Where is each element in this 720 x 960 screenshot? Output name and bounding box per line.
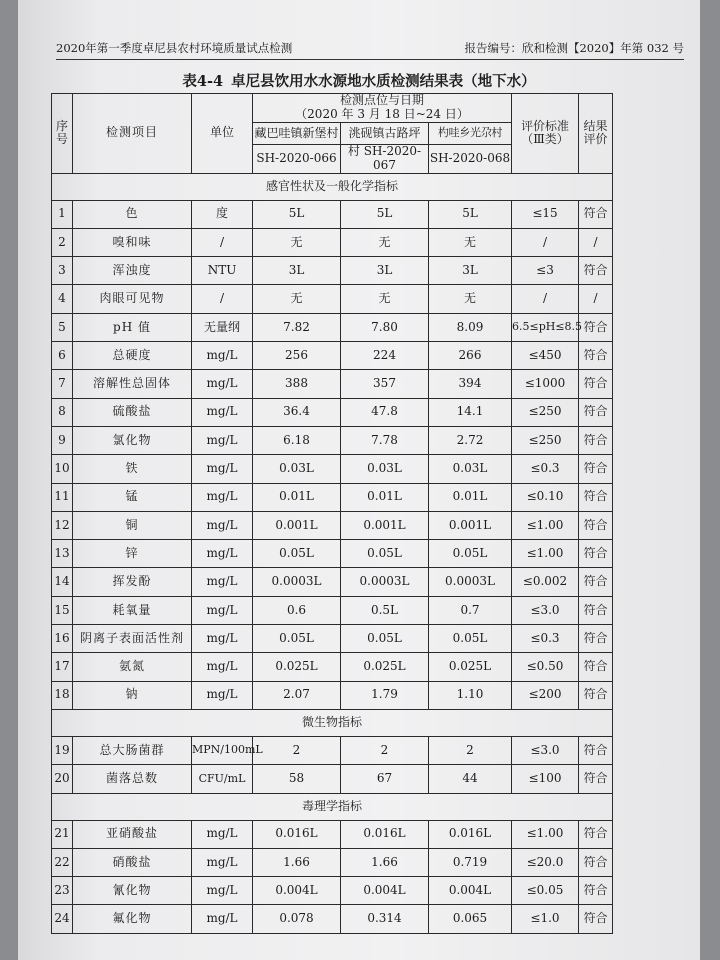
cell-v2: 67: [341, 765, 429, 793]
cell-res: 符合: [579, 568, 613, 596]
col-result: 结果评价: [579, 94, 613, 174]
cell-std: ≤15: [512, 200, 579, 228]
cell-res: 符合: [579, 200, 613, 228]
table-row: [52, 877, 613, 905]
cell-std: ≤0.50: [512, 653, 579, 681]
cell-no: 15: [52, 596, 73, 624]
col-seq: 序号: [52, 94, 73, 174]
cell-v3: 无: [429, 228, 512, 256]
cell-item: 铜: [73, 511, 192, 539]
point-2-code: 村 SH-2020-067: [341, 145, 429, 174]
table-number: 表4-4: [182, 73, 224, 90]
table-row: [52, 568, 613, 596]
cell-v2: 无: [341, 285, 429, 313]
cell-res: 符合: [579, 455, 613, 483]
cell-v3: 0.7: [429, 596, 512, 624]
table-row: [52, 540, 613, 568]
point-3-code: SH-2020-068: [429, 145, 512, 174]
cell-no: 13: [52, 540, 73, 568]
cell-v2: 7.78: [341, 426, 429, 454]
cell-no: 10: [52, 455, 73, 483]
cell-unit: mg/L: [192, 342, 253, 370]
cell-std: ≤1.00: [512, 540, 579, 568]
cell-v2: 1.79: [341, 681, 429, 709]
table-row: [52, 511, 613, 539]
table-row: [52, 426, 613, 454]
header-right: 报告编号：欣和检测【2020】年第 032 号: [464, 41, 684, 55]
cell-no: 14: [52, 568, 73, 596]
cell-item: 氰化物: [73, 877, 192, 905]
cell-res: 符合: [579, 483, 613, 511]
cell-v1: 0.05L: [253, 540, 341, 568]
cell-v1: 2.07: [253, 681, 341, 709]
cell-v3: 0.719: [429, 848, 512, 876]
cell-std: ≤0.10: [512, 483, 579, 511]
cell-unit: mg/L: [192, 681, 253, 709]
cell-std: ≤0.3: [512, 455, 579, 483]
cell-std: ≤0.3: [512, 625, 579, 653]
cell-v1: 0.016L: [253, 820, 341, 848]
cell-item: 总硬度: [73, 342, 192, 370]
cell-no: 22: [52, 848, 73, 876]
cell-v2: 0.0003L: [341, 568, 429, 596]
cell-res: 符合: [579, 596, 613, 624]
cell-unit: mg/L: [192, 511, 253, 539]
cell-v1: 7.82: [253, 313, 341, 341]
table-row: [52, 736, 613, 764]
point-1-code: SH-2020-066: [253, 145, 341, 174]
cell-no: 21: [52, 820, 73, 848]
cell-v1: 0.01L: [253, 483, 341, 511]
cell-item: 总大肠菌群: [73, 736, 192, 764]
cell-no: 11: [52, 483, 73, 511]
cell-v1: 36.4: [253, 398, 341, 426]
cell-v2: 1.66: [341, 848, 429, 876]
table-row: [52, 765, 613, 793]
cell-v2: 0.314: [341, 905, 429, 933]
cell-v3: 8.09: [429, 313, 512, 341]
cell-item: 硝酸盐: [73, 848, 192, 876]
cell-std: ≤250: [512, 398, 579, 426]
table-row: [52, 483, 613, 511]
cell-v3: 0.01L: [429, 483, 512, 511]
table-row: [52, 848, 613, 876]
cell-no: 1: [52, 200, 73, 228]
cell-v1: 无: [253, 228, 341, 256]
cell-std: ≤20.0: [512, 848, 579, 876]
point-2-name: 洮砚镇古路坪: [341, 123, 429, 145]
cell-std: ≤1.0: [512, 905, 579, 933]
cell-v2: 3L: [341, 257, 429, 285]
cell-item: 亚硝酸盐: [73, 820, 192, 848]
cell-std: ≤450: [512, 342, 579, 370]
cell-res: 符合: [579, 540, 613, 568]
cell-no: 6: [52, 342, 73, 370]
cell-item: 硫酸盐: [73, 398, 192, 426]
table-row: [52, 342, 613, 370]
point-1-name: 藏巴哇镇新堡村: [253, 123, 341, 145]
cell-item: 菌落总数: [73, 765, 192, 793]
cell-v1: 2: [253, 736, 341, 764]
cell-no: 20: [52, 765, 73, 793]
cell-unit: mg/L: [192, 905, 253, 933]
cell-std: 6.5≤pH≤8.5: [512, 313, 579, 341]
cell-v3: 0.016L: [429, 820, 512, 848]
cell-item: 阴离子表面活性剂: [73, 625, 192, 653]
col-item: 检测项目: [73, 94, 192, 174]
cell-v3: 无: [429, 285, 512, 313]
cell-v1: 0.001L: [253, 511, 341, 539]
cell-v2: 47.8: [341, 398, 429, 426]
table-row: [52, 625, 613, 653]
cell-v1: 0.025L: [253, 653, 341, 681]
cell-no: 23: [52, 877, 73, 905]
cell-v1: 0.0003L: [253, 568, 341, 596]
cell-std: /: [512, 285, 579, 313]
cell-res: /: [579, 228, 613, 256]
cell-std: ≤1000: [512, 370, 579, 398]
cell-v2: 0.025L: [341, 653, 429, 681]
cell-res: 符合: [579, 765, 613, 793]
section-toxicology: 毒理学指标: [52, 793, 613, 820]
cell-std: ≤0.05: [512, 877, 579, 905]
col-standard: 评价标准（Ⅲ类）: [512, 94, 579, 174]
cell-unit: mg/L: [192, 653, 253, 681]
cell-res: 符合: [579, 398, 613, 426]
section-sensory: 感官性状及一般化学指标: [52, 173, 613, 200]
cell-v2: 0.05L: [341, 625, 429, 653]
cell-v1: 0.078: [253, 905, 341, 933]
table-row: [52, 313, 613, 341]
cell-std: ≤3.0: [512, 736, 579, 764]
cell-item: 铁: [73, 455, 192, 483]
cell-unit: mg/L: [192, 540, 253, 568]
cell-v3: 2.72: [429, 426, 512, 454]
cell-v2: 2: [341, 736, 429, 764]
cell-unit: mg/L: [192, 877, 253, 905]
cell-item: 耗氧量: [73, 596, 192, 624]
col-points: 检测点位与日期 （2020 年 3 月 18 日~24 日）: [253, 94, 512, 123]
cell-no: 3: [52, 257, 73, 285]
cell-v2: 224: [341, 342, 429, 370]
cell-res: 符合: [579, 313, 613, 341]
table-row: [52, 905, 613, 933]
cell-std: ≤1.00: [512, 820, 579, 848]
cell-item: 挥发酚: [73, 568, 192, 596]
cell-v3: 0.05L: [429, 625, 512, 653]
table-row: [52, 285, 613, 313]
cell-v1: 无: [253, 285, 341, 313]
cell-item: 氟化物: [73, 905, 192, 933]
table-title-text: 卓尼县饮用水水源地水质检测结果表（地下水）: [231, 73, 536, 90]
cell-v1: 1.66: [253, 848, 341, 876]
cell-no: 16: [52, 625, 73, 653]
cell-v1: 0.03L: [253, 455, 341, 483]
cell-no: 8: [52, 398, 73, 426]
header-left: 2020年第一季度卓尼县农村环境质量试点检测: [56, 41, 293, 55]
cell-v3: 0.004L: [429, 877, 512, 905]
cell-no: 4: [52, 285, 73, 313]
cell-v3: 3L: [429, 257, 512, 285]
cell-v2: 0.03L: [341, 455, 429, 483]
cell-v3: 266: [429, 342, 512, 370]
cell-std: ≤1.00: [512, 511, 579, 539]
cell-item: 溶解性总固体: [73, 370, 192, 398]
cell-unit: mg/L: [192, 370, 253, 398]
table-row: [52, 820, 613, 848]
cell-v1: 388: [253, 370, 341, 398]
cell-no: 17: [52, 653, 73, 681]
cell-unit: 度: [192, 200, 253, 228]
cell-v1: 5L: [253, 200, 341, 228]
cell-v1: 3L: [253, 257, 341, 285]
cell-res: 符合: [579, 257, 613, 285]
cell-unit: NTU: [192, 257, 253, 285]
cell-res: 符合: [579, 653, 613, 681]
cell-res: 符合: [579, 820, 613, 848]
cell-v3: 0.025L: [429, 653, 512, 681]
table-row: [52, 257, 613, 285]
cell-res: 符合: [579, 905, 613, 933]
cell-v2: 0.01L: [341, 483, 429, 511]
cell-unit: mg/L: [192, 426, 253, 454]
cell-res: 符合: [579, 877, 613, 905]
cell-v2: 0.05L: [341, 540, 429, 568]
cell-item: 肉眼可见物: [73, 285, 192, 313]
cell-v1: 6.18: [253, 426, 341, 454]
section-microbial: 微生物指标: [52, 709, 613, 736]
cell-v1: 58: [253, 765, 341, 793]
cell-v3: 44: [429, 765, 512, 793]
cell-no: 19: [52, 736, 73, 764]
cell-unit: CFU/mL: [192, 765, 253, 793]
cell-item: 氨氮: [73, 653, 192, 681]
cell-v2: 0.5L: [341, 596, 429, 624]
table-title: [18, 70, 700, 91]
cell-v3: 1.10: [429, 681, 512, 709]
cell-unit: MPN/100mL: [192, 736, 253, 764]
table-row: [52, 398, 613, 426]
cell-item: 氯化物: [73, 426, 192, 454]
table-row: [52, 455, 613, 483]
cell-std: ≤100: [512, 765, 579, 793]
cell-item: 浑浊度: [73, 257, 192, 285]
cell-unit: mg/L: [192, 483, 253, 511]
cell-unit: mg/L: [192, 398, 253, 426]
cell-unit: mg/L: [192, 848, 253, 876]
table-row: [52, 228, 613, 256]
cell-v3: 394: [429, 370, 512, 398]
cell-item: 色: [73, 200, 192, 228]
table-row: [52, 681, 613, 709]
cell-v1: 256: [253, 342, 341, 370]
cell-res: 符合: [579, 426, 613, 454]
cell-unit: mg/L: [192, 455, 253, 483]
cell-no: 7: [52, 370, 73, 398]
cell-no: 18: [52, 681, 73, 709]
table-row: [52, 596, 613, 624]
cell-v2: 357: [341, 370, 429, 398]
cell-unit: mg/L: [192, 820, 253, 848]
cell-v2: 0.001L: [341, 511, 429, 539]
cell-res: 符合: [579, 681, 613, 709]
cell-v3: 14.1: [429, 398, 512, 426]
cell-v3: 0.001L: [429, 511, 512, 539]
cell-v3: 0.05L: [429, 540, 512, 568]
cell-unit: 无量纲: [192, 313, 253, 341]
cell-res: 符合: [579, 342, 613, 370]
cell-v2: 0.004L: [341, 877, 429, 905]
cell-std: ≤3: [512, 257, 579, 285]
cell-v3: 5L: [429, 200, 512, 228]
cell-no: 9: [52, 426, 73, 454]
cell-std: /: [512, 228, 579, 256]
table-row: [52, 653, 613, 681]
cell-v2: 0.016L: [341, 820, 429, 848]
results-table: [51, 93, 613, 934]
table-row: [52, 200, 613, 228]
cell-item: 锌: [73, 540, 192, 568]
point-3-name: 杓哇乡光尕村: [429, 123, 512, 145]
cell-unit: mg/L: [192, 568, 253, 596]
cell-unit: /: [192, 228, 253, 256]
cell-item: 钠: [73, 681, 192, 709]
cell-v2: 5L: [341, 200, 429, 228]
cell-no: 5: [52, 313, 73, 341]
cell-unit: mg/L: [192, 596, 253, 624]
cell-res: 符合: [579, 736, 613, 764]
cell-res: 符合: [579, 848, 613, 876]
cell-unit: mg/L: [192, 625, 253, 653]
cell-v2: 无: [341, 228, 429, 256]
cell-v3: 0.065: [429, 905, 512, 933]
cell-res: 符合: [579, 625, 613, 653]
cell-no: 2: [52, 228, 73, 256]
cell-item: 锰: [73, 483, 192, 511]
cell-v1: 0.05L: [253, 625, 341, 653]
cell-res: /: [579, 285, 613, 313]
cell-std: ≤0.002: [512, 568, 579, 596]
cell-res: 符合: [579, 370, 613, 398]
cell-v3: 0.0003L: [429, 568, 512, 596]
cell-std: ≤250: [512, 426, 579, 454]
cell-v3: 2: [429, 736, 512, 764]
table-row: [52, 370, 613, 398]
cell-item: 嗅和味: [73, 228, 192, 256]
cell-no: 24: [52, 905, 73, 933]
cell-v1: 0.6: [253, 596, 341, 624]
cell-item: pH 值: [73, 313, 192, 341]
cell-no: 12: [52, 511, 73, 539]
cell-v2: 7.80: [341, 313, 429, 341]
cell-std: ≤200: [512, 681, 579, 709]
page-header: [56, 40, 684, 60]
cell-v3: 0.03L: [429, 455, 512, 483]
cell-unit: /: [192, 285, 253, 313]
cell-v1: 0.004L: [253, 877, 341, 905]
cell-std: ≤3.0: [512, 596, 579, 624]
col-unit: 单位: [192, 94, 253, 174]
cell-res: 符合: [579, 511, 613, 539]
